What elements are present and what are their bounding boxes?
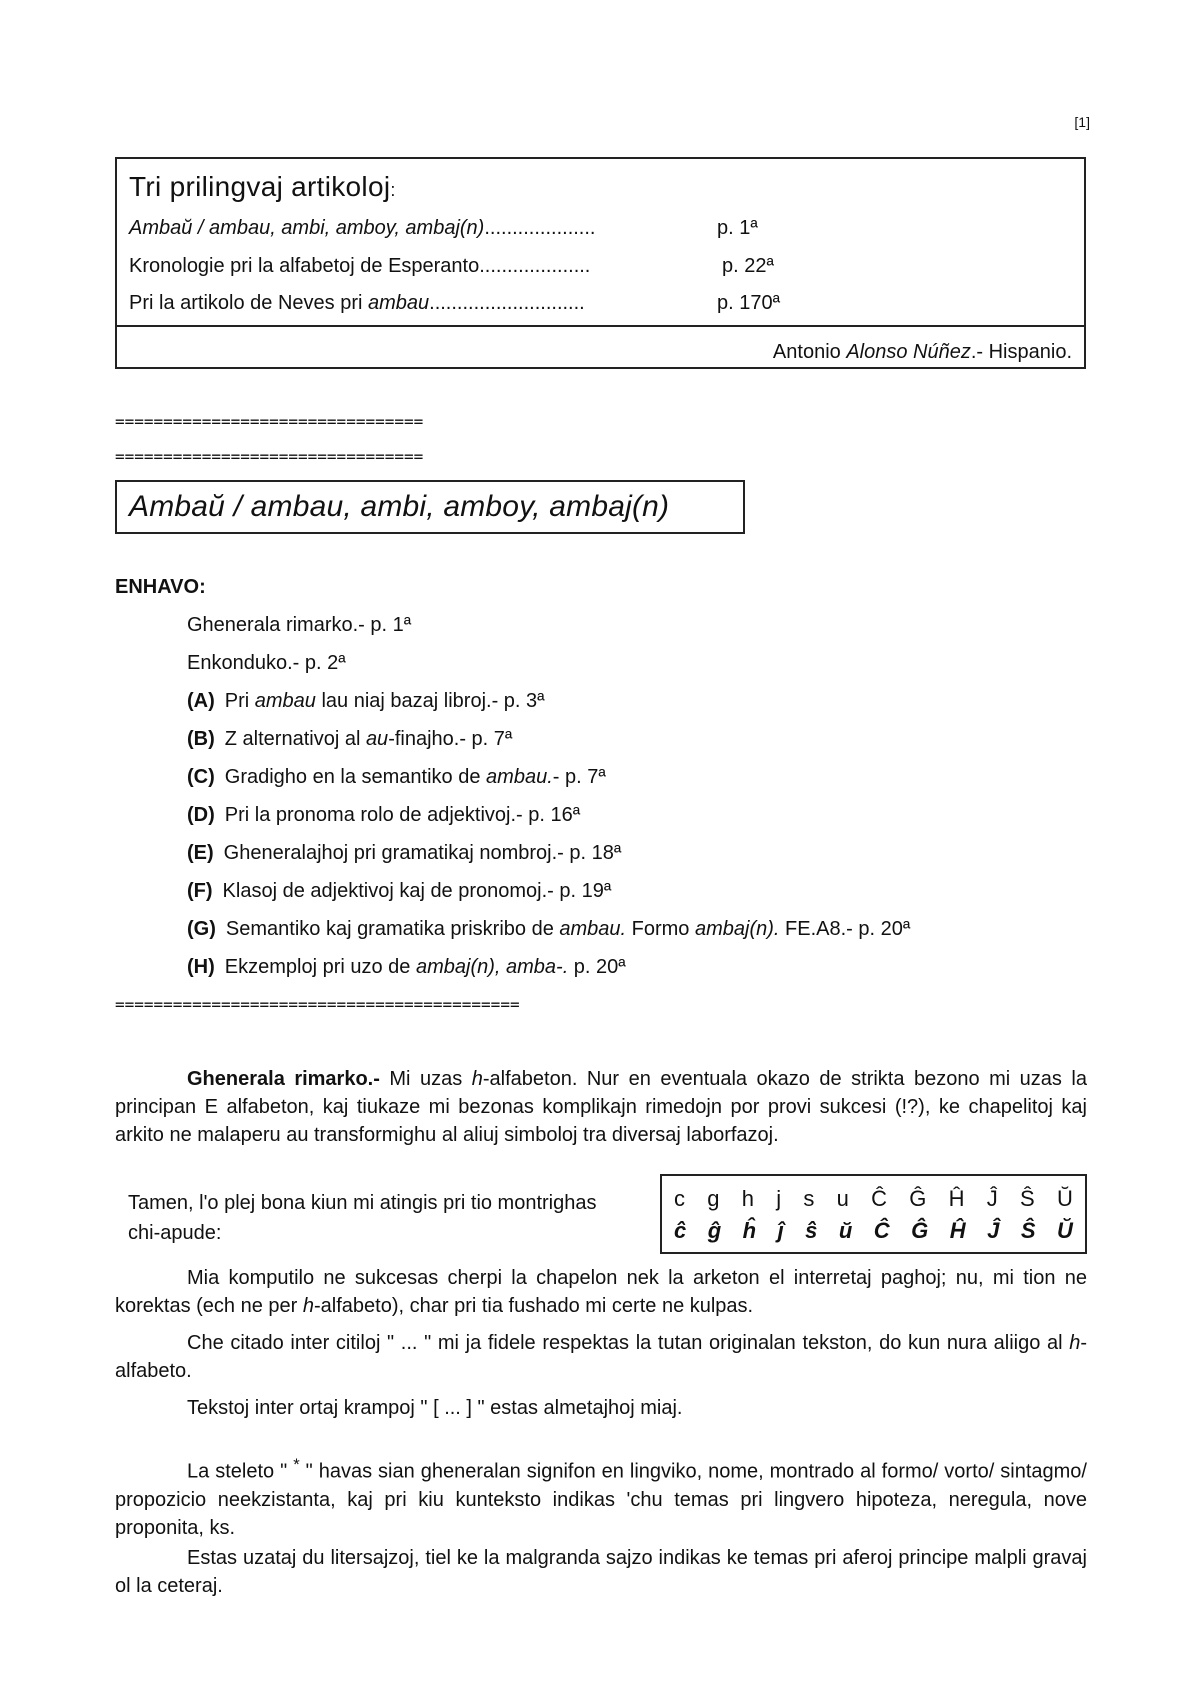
alpha-char: ĝ	[707, 1218, 722, 1243]
alpha-char: Ŝ	[1020, 1186, 1035, 1211]
para-text: Che citado inter citiloj " ... " mi ja fidele respektas la tutan originalan tekston, do kun nura aliigo al	[187, 1332, 1070, 1354]
paragraph-tamen: Tamen, l'o plej bona kiun mi atingis pri tio montrighas chi-apude:	[128, 1192, 597, 1244]
toc-entry-2-dots: ....................	[479, 255, 591, 277]
article-title-box	[115, 480, 745, 534]
alpha-char: Ŝ	[1020, 1218, 1036, 1243]
item-text-post: - p. 7ª	[552, 766, 606, 788]
header-title-text: Tri prilingvaj artikoloj	[129, 171, 391, 202]
alpha-char: Ĝ	[911, 1218, 929, 1243]
contents-item-e	[187, 842, 621, 865]
contents-item-h	[187, 956, 626, 979]
separator-3: ==========================================	[115, 995, 520, 1014]
item-italic: au	[365, 728, 389, 750]
alpha-char: s	[803, 1186, 815, 1211]
item-text-post: p. 20ª	[568, 956, 626, 978]
header-box	[115, 157, 1086, 369]
item-letter: (E)	[187, 842, 214, 864]
alpha-char: j	[776, 1186, 782, 1211]
author-first: Antonio	[772, 341, 847, 363]
item-italic: ambau	[254, 690, 316, 712]
para-text: Mi uzas	[379, 1068, 472, 1090]
contents-item-d	[187, 804, 580, 827]
item-letter: (F)	[187, 880, 213, 902]
para-italic-h: h	[1069, 1332, 1081, 1354]
toc-entry-3-page: p. 170ª	[717, 292, 781, 314]
alpha-char: Ĵ	[986, 1186, 998, 1211]
alpha-char: ŝ	[805, 1218, 818, 1243]
author-suffix: .- Hispanio.	[970, 341, 1072, 363]
para-text: -alfabeton. Nur en eventuala okazo de strikta bezono mi uzas la principan E alfabeton, kaj tiukaze mi bezonas komplikajn rimedojn por provi sukcesi (!?), ke chapelitoj kaj arkito ne malaperu au transformighu al aliuj simboloj tra diversaj laborfazoj.	[115, 1068, 1087, 1146]
toc-entry-3-title: Pri la artikolo de Neves pri	[129, 292, 368, 314]
alpha-char: Ŭ	[1056, 1186, 1073, 1211]
alpha-char: Ĉ	[873, 1218, 890, 1243]
alphabet-row-1	[674, 1186, 1073, 1212]
toc-entry-2-page: p. 22ª	[722, 255, 774, 277]
para-text: La steleto "	[187, 1460, 294, 1483]
item-text: Gheneralajhoj pri gramatikaj nombroj.- p. 18ª	[223, 842, 622, 864]
header-title	[129, 171, 396, 203]
item-text: Gradigho en la semantiko de	[224, 766, 487, 788]
item-text: Pri	[224, 690, 255, 712]
author-line	[773, 341, 1072, 364]
toc-entry-1	[129, 217, 595, 240]
item-letter: (H)	[187, 956, 215, 978]
alpha-char: ĉ	[674, 1218, 687, 1243]
contents-item-f	[187, 880, 611, 903]
item-letter: (A)	[187, 690, 215, 712]
item-text-post: lau niaj bazaj libroj.- p. 3ª	[315, 690, 545, 712]
item-text: Z alternativoj al	[224, 728, 366, 750]
para-italic-h: h	[302, 1295, 314, 1317]
paragraph-brackets: Tekstoj inter ortaj krampoj " [ ... ] " estas almetajhoj miaj.	[187, 1397, 683, 1419]
toc-entry-3	[129, 292, 585, 315]
alpha-char: Ĝ	[909, 1186, 927, 1211]
item-letter: (G)	[187, 918, 216, 940]
alpha-char: Ĥ	[948, 1186, 965, 1211]
toc-entry-3-title-italic: ambau	[367, 292, 430, 314]
alpha-char: Ĉ	[871, 1186, 888, 1211]
item-text-post: -finajho.- p. 7ª	[388, 728, 513, 750]
contents-item-c	[187, 766, 606, 789]
alpha-char: Ĥ	[949, 1218, 966, 1243]
remark-heading: Ghenerala rimarko.-	[187, 1068, 380, 1090]
item-letter: (D)	[187, 804, 215, 826]
contents-heading: ENHAVO:	[115, 576, 206, 598]
para-text: Mia komputilo ne sukcesas cherpi la chapelon nek la arketon el interretaj paghoj; nu, mi tion ne korektas (ech ne per	[115, 1267, 1087, 1317]
item-italic: ambau.	[559, 918, 627, 940]
contents-intro-1: Ghenerala rimarko.- p. 1ª	[187, 614, 412, 636]
alpha-char: ŭ	[838, 1218, 853, 1243]
alpha-char: Ŭ	[1056, 1218, 1073, 1243]
article-title: Ambaŭ / ambau, ambi, amboy, ambaj(n)	[129, 490, 670, 523]
item-text: Klasoj de adjektivoj kaj de pronomoj.- p. 19ª	[222, 880, 612, 902]
toc-entry-1-title: Ambaŭ / ambau, ambi, amboy, ambaj(n)	[129, 217, 485, 239]
item-text-post-2: FE.A8.- p. 20ª	[779, 918, 911, 940]
paragraph-asterisk	[115, 1451, 1087, 1542]
contents-item-g	[187, 918, 910, 941]
para-text: " havas sian gheneralan signifon en lingviko, nome, montrado al formo/ vorto/ sintagmo/ propozicio neekzistanta, kaj pri kiu kunteksto indikas 'chu temas pri lingvero hipoteza, neregula, nove proponita, ks.	[115, 1460, 1087, 1539]
para-italic-h: h	[471, 1068, 483, 1090]
contents-intro-2: Enkonduko.- p. 2ª	[187, 652, 346, 674]
toc-entry-3-dots: ............................	[429, 292, 585, 314]
contents-item-a	[187, 690, 545, 713]
header-title-colon: :	[390, 180, 396, 200]
separator-2: ================================	[115, 447, 424, 466]
contents-item-b	[187, 728, 512, 751]
item-italic: ambau.	[486, 766, 553, 788]
item-italic-2: ambaj(n).	[695, 918, 780, 940]
alphabet-row-2	[674, 1218, 1073, 1244]
separator-1: ================================	[115, 412, 424, 431]
toc-entry-2	[129, 255, 590, 278]
header-divider	[117, 325, 1084, 327]
paragraph-general-remark	[115, 1065, 1087, 1149]
alpha-char: Ĵ	[987, 1218, 1000, 1243]
item-text-post: Formo	[626, 918, 695, 940]
author-last: Alonso Núñez	[846, 341, 971, 363]
toc-entry-1-dots: ....................	[484, 217, 596, 239]
item-text: Ekzemploj pri uzo de	[224, 956, 416, 978]
item-letter: (C)	[187, 766, 215, 788]
item-text: Pri la pronoma rolo de adjektivoj.- p. 16ª	[224, 804, 581, 826]
toc-entry-1-page: p. 1ª	[717, 217, 758, 239]
page-number: [1]	[1074, 114, 1090, 130]
alpha-char: h	[741, 1186, 754, 1211]
paragraph-citation	[115, 1329, 1087, 1385]
item-text: Semantiko kaj gramatika priskribo de	[225, 918, 560, 940]
item-italic: ambaj(n), amba-.	[415, 956, 569, 978]
alpha-char: ĵ	[777, 1218, 784, 1243]
alpha-char: u	[836, 1186, 849, 1211]
item-letter: (B)	[187, 728, 215, 750]
asterisk-symbol: *	[293, 1455, 300, 1474]
alpha-char: c	[674, 1186, 685, 1211]
para-text: -alfabeto), char pri tia fushado mi certe ne kulpas.	[314, 1295, 754, 1317]
toc-entry-2-title: Kronologie pri la alfabetoj de Esperanto	[129, 255, 480, 277]
alpha-char: g	[707, 1186, 720, 1211]
para-text: -alfabeto.	[115, 1332, 1087, 1382]
alphabet-box	[660, 1174, 1087, 1254]
paragraph-computer	[115, 1264, 1087, 1320]
alpha-char: ĥ	[742, 1218, 757, 1243]
paragraph-font-sizes: Estas uzataj du litersajzoj, tiel ke la malgranda sajzo indikas ke temas pri aferoj principe malpli gravaj ol la ceteraj.	[115, 1547, 1087, 1597]
